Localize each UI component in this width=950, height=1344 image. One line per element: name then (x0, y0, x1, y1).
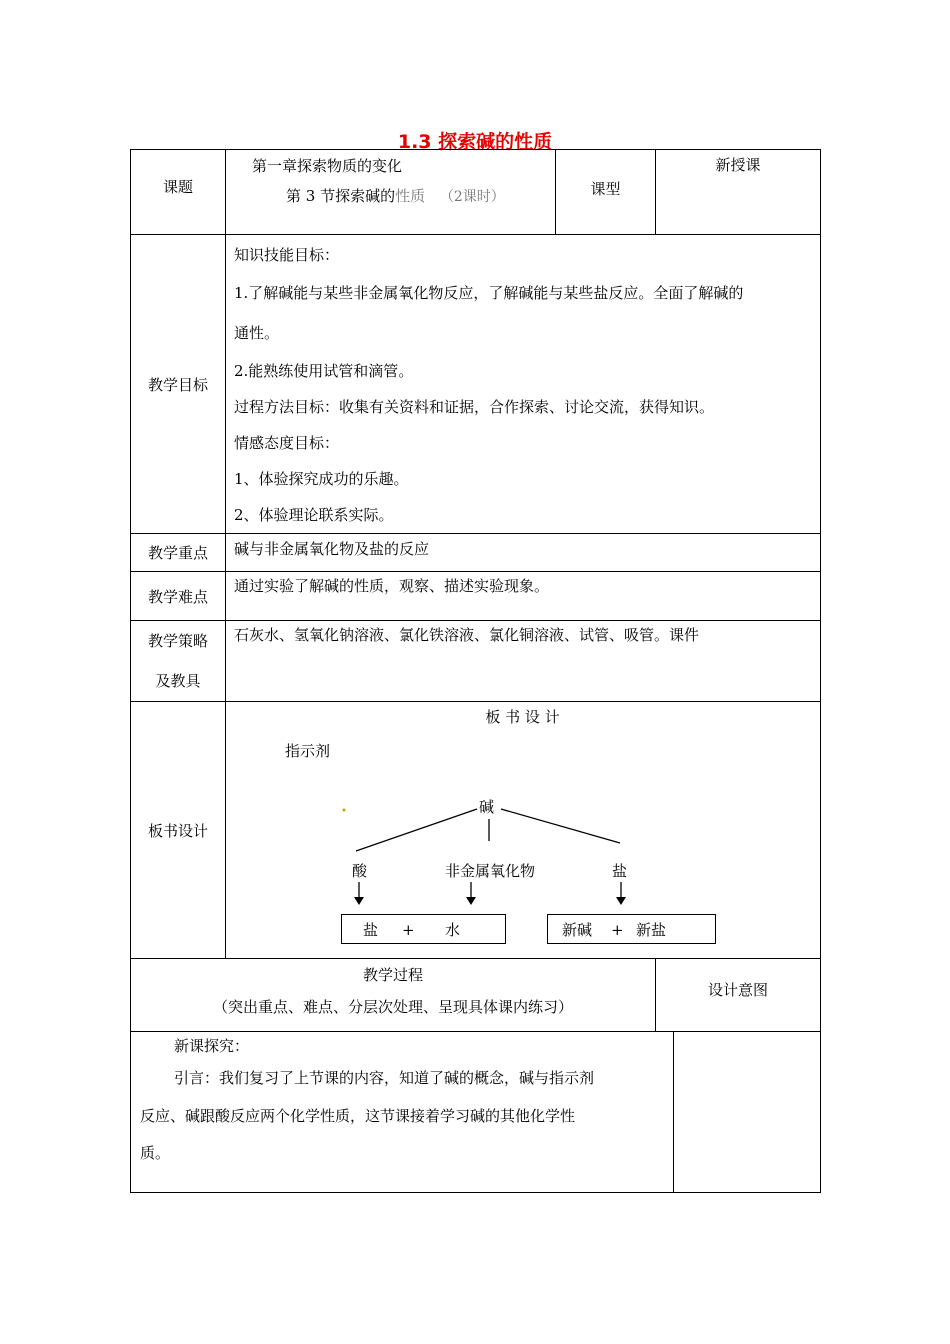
strategy-label-cell (131, 621, 226, 702)
goals-label: 教学目标 (147, 375, 208, 394)
arrow-acid-head (354, 897, 364, 905)
difficulty-label-cell (131, 572, 226, 621)
box1-a: 盐 (363, 921, 379, 939)
board-diagram (226, 702, 820, 957)
section-title (226, 178, 555, 209)
line-base-to-salt (501, 809, 620, 843)
topic-label: 课题 (162, 177, 193, 196)
strategy-row (131, 621, 821, 702)
goal-line: 1.了解碱能与某些非金属氧化物反应，了解碱能与某些盐反应。全面了解碱的 (234, 284, 744, 302)
goals-label-cell (131, 235, 226, 534)
goal-line: 情感态度目标： (234, 434, 340, 452)
goal-line: 通性。 (234, 324, 280, 342)
line-base-to-acid (356, 809, 477, 851)
process-para-1: 引言：我们复习了上节课的内容，知道了碱的概念，碱与指示剂 (174, 1069, 595, 1087)
key-point-label: 教学重点 (147, 544, 208, 562)
intent-content-cell (674, 1032, 821, 1193)
goal-line: 2、体验理论联系实际。 (234, 506, 394, 524)
key-point-text: 碱与非金属氧化物及盐的反应 (234, 540, 430, 558)
section-title-b: 性质 (395, 187, 426, 205)
process-content-cell (131, 1032, 674, 1193)
board-connectors (226, 702, 819, 957)
arrow-salt-head (616, 897, 626, 905)
type-label-cell (556, 150, 656, 235)
board-root-base: 碱 (479, 798, 495, 816)
box2-a: 新碱 (562, 921, 593, 939)
board-label-cell (131, 702, 226, 959)
result-box-salt-water (341, 914, 506, 944)
goal-line: 知识技能目标： (234, 246, 340, 264)
process-intro: 新课探究： (174, 1037, 250, 1055)
topic-label-cell (131, 150, 226, 235)
topic-row (131, 150, 821, 235)
strategy-text: 石灰水、氢氧化钠溶液、氯化铁溶液、氯化铜溶液、试管、吸管。课件 (234, 626, 700, 644)
goal-line: 2.能熟练使用试管和滴管。 (234, 362, 414, 380)
type-label: 课型 (590, 179, 621, 198)
result-box-new-base-salt (547, 914, 716, 944)
process-content-row (131, 1032, 821, 1193)
strategy-label-1: 教学策略 (147, 632, 208, 650)
board-heading: 板 书 设 计 (485, 708, 560, 726)
strategy-label-2: 及教具 (155, 672, 201, 690)
type-value: 新授课 (715, 156, 761, 174)
board-row (131, 702, 821, 959)
difficulty-cell (226, 572, 821, 621)
goals-row (131, 235, 821, 534)
difficulty-row (131, 572, 821, 621)
key-point-cell (226, 534, 821, 572)
board-cell (226, 702, 821, 959)
stray-dot (343, 809, 346, 812)
board-indicator: 指示剂 (285, 742, 331, 760)
intent-header-cell (656, 959, 821, 1032)
goals-content-cell (226, 235, 821, 534)
chapter-title: 第一章探索物质的变化 (252, 157, 403, 175)
type-value-cell (656, 150, 821, 235)
topic-value-cell (226, 150, 556, 235)
process-para-3: 质。 (140, 1144, 171, 1162)
box1-plus: + (402, 921, 415, 939)
goal-line: 过程方法目标：收集有关资料和证据，合作探索、讨论交流，获得知识。 (234, 398, 715, 416)
section-title-a: 第 3 节探索碱的 (286, 187, 396, 205)
board-label: 板书设计 (147, 821, 208, 840)
board-acid: 酸 (352, 862, 368, 880)
goal-line: 1、体验探究成功的乐趣。 (234, 470, 409, 488)
intent-label: 设计意图 (708, 981, 769, 999)
difficulty-label: 教学难点 (147, 587, 208, 606)
process-heading-cell (131, 959, 656, 1032)
key-point-row (131, 534, 821, 572)
process-header-row (131, 959, 821, 1032)
board-salt: 盐 (612, 862, 628, 880)
process-subheading: （突出重点、难点、分层次处理、呈现具体课内练习） (212, 998, 573, 1016)
lesson-hours: （2课时） (439, 189, 505, 205)
key-point-label-cell (131, 534, 226, 572)
board-oxide: 非金属氧化物 (445, 862, 536, 880)
process-heading: 教学过程 (362, 966, 423, 984)
arrow-oxide-head (466, 897, 476, 905)
process-para-2: 反应、碱跟酸反应两个化学性质，这节课接着学习碱的其他化学性 (140, 1107, 576, 1125)
difficulty-text: 通过实验了解碱的性质，观察、描述实验现象。 (234, 577, 550, 595)
box1-b: 水 (445, 921, 461, 939)
box2-plus: + (611, 921, 624, 939)
box2-b: 新盐 (636, 921, 667, 939)
lesson-plan-table (130, 149, 821, 1193)
document-title: 1.3 探索碱的性质 (397, 131, 553, 153)
strategy-cell (226, 621, 821, 702)
